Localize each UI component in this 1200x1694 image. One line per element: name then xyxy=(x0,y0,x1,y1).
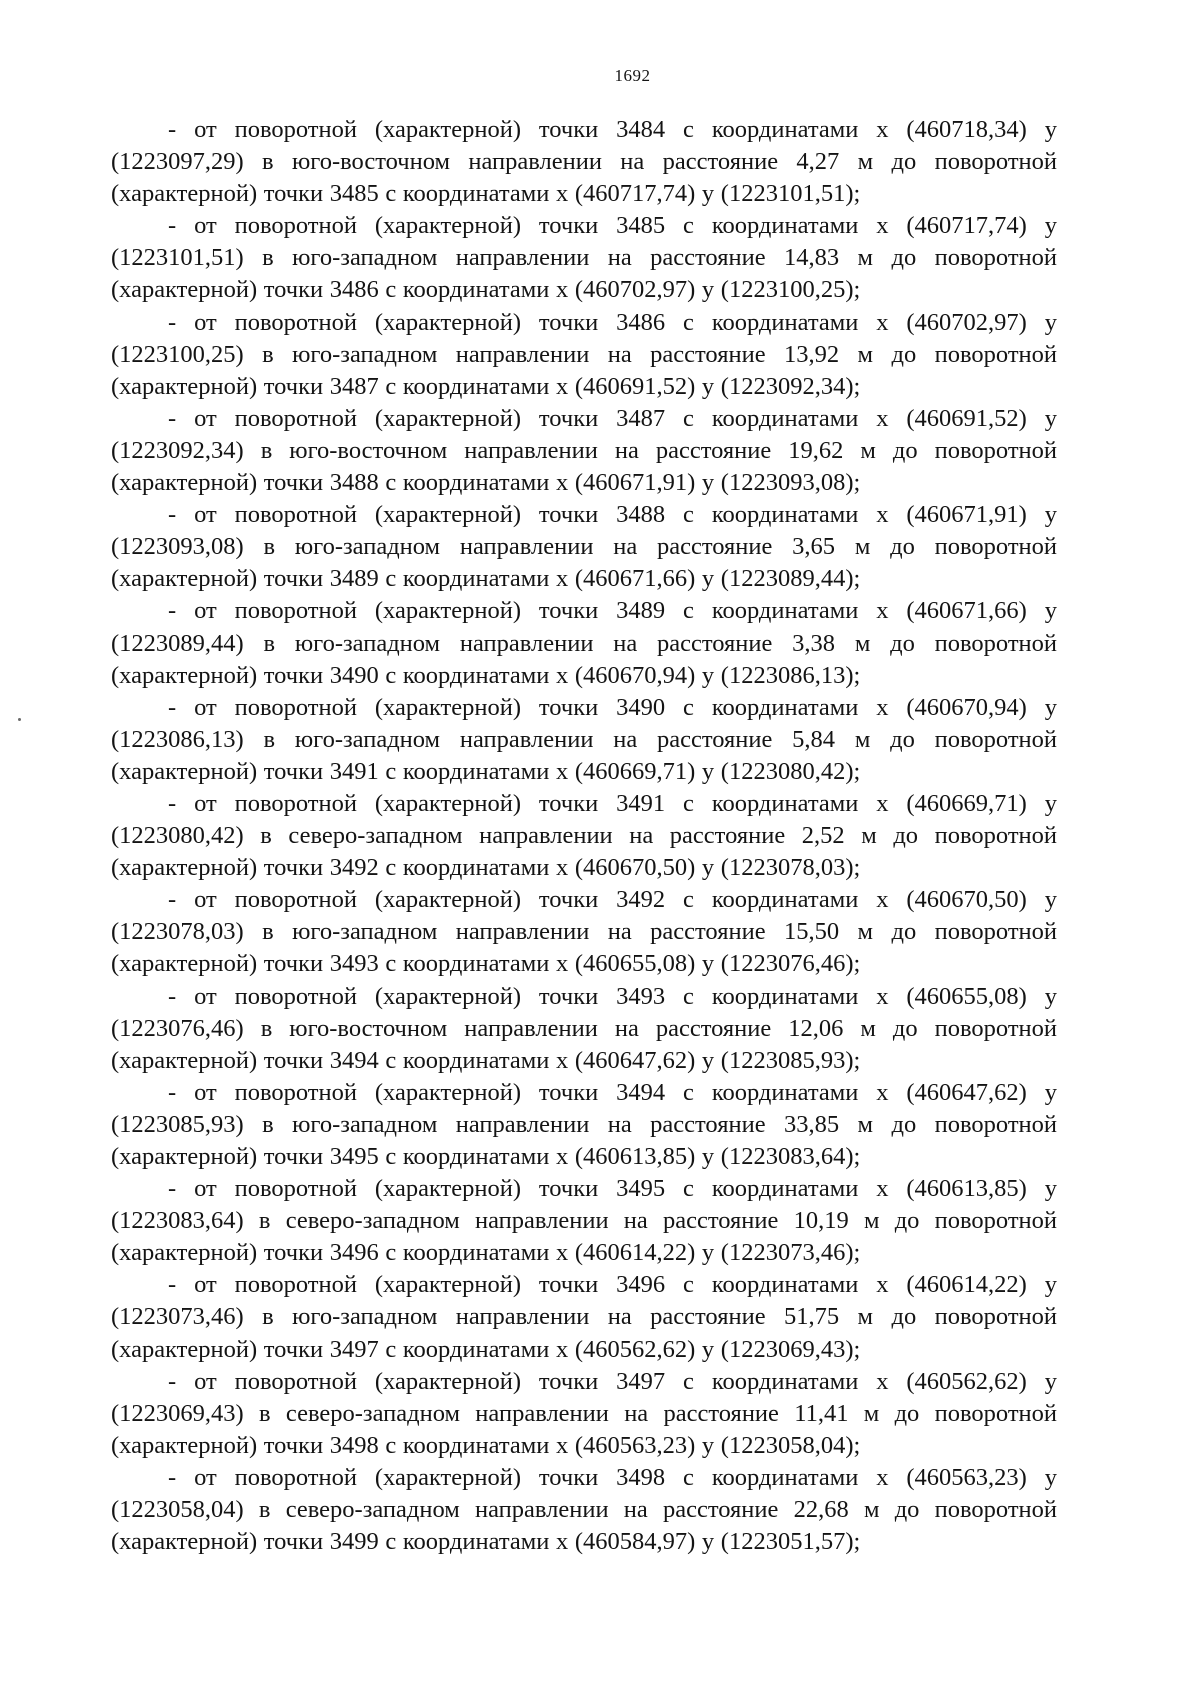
boundary-segment-paragraph: - от поворотной (характерной) точки 3487 с координатами х (460691,52) у (1223092,34) в юго-восточном направлении на расстояние 19,62 м до поворотной (характерной) точки 3488 с координатами х (460671,91) у (1223093,08); xyxy=(111,404,1057,497)
boundary-segment-paragraph: - от поворотной (характерной) точки 3497 с координатами х (460562,62) у (1223069,43) в северо-западном направлении на расстояние 11,41 м до поворотной (характерной) точки 3498 с координатами х (460563,23) у (1223058,04); xyxy=(111,1367,1057,1459)
boundary-segment-paragraph: - от поворотной (характерной) точки 3491 с координатами х (460669,71) у (1223080,42) в северо-западном направлении на расстояние 2,52 м до поворотной (характерной) точки 3492 с координатами х (460670,50) у (1223078,03); xyxy=(111,789,1057,882)
boundary-segment-paragraph: - от поворотной (характерной) точки 3489 с координатами х (460671,66) у (1223089,44) в юго-западном направлении на расстояние 3,38 м до поворотной (характерной) точки 3490 с координатами х (460670,94) у (1223086,13); xyxy=(111,597,1057,689)
page-number: 1692 xyxy=(614,66,651,85)
boundary-segment-paragraph: - от поворотной (характерной) точки 3494 с координатами х (460647,62) у (1223085,93) в юго-западном направлении на расстояние 33,85 м до поворотной (характерной) точки 3495 с координатами х (460613,85) у (1223083,64); xyxy=(111,1078,1057,1170)
boundary-segment-paragraph: - от поворотной (характерной) точки 3490 с координатами х (460670,94) у (1223086,13) в юго-западном направлении на расстояние 5,84 м до поворотной (характерной) точки 3491 с координатами х (460669,71) у (1223080,42); xyxy=(111,693,1057,785)
boundary-segment-paragraph: - от поворотной (характерной) точки 3498 с координатами х (460563,23) у (1223058,04) в северо-западном направлении на расстояние 22,68 м до поворотной (характерной) точки 3499 с координатами х (460584,97) у (1223051,57); xyxy=(111,1463,1057,1556)
boundary-segment-paragraph: - от поворотной (характерной) точки 3485 с координатами х (460717,74) у (1223101,51) в юго-западном направлении на расстояние 14,83 м до поворотной (характерной) точки 3486 с координатами х (460702,97) у (1223100,25); xyxy=(111,212,1057,304)
scan-speck xyxy=(18,718,21,721)
boundary-segment-paragraph: - от поворотной (характерной) точки 3495 с координатами х (460613,85) у (1223083,64) в северо-западном направлении на расстояние 10,19 м до поворотной (характерной) точки 3496 с координатами х (460614,22) у (1223073,46); xyxy=(111,1175,1057,1267)
document-body xyxy=(111,114,1057,1558)
boundary-segment-paragraph: - от поворотной (характерной) точки 3492 с координатами х (460670,50) у (1223078,03) в юго-западном направлении на расстояние 15,50 м до поворотной (характерной) точки 3493 с координатами х (460655,08) у (1223076,46); xyxy=(111,886,1057,978)
boundary-segment-paragraph: - от поворотной (характерной) точки 3496 с координатами х (460614,22) у (1223073,46) в юго-западном направлении на расстояние 51,75 м до поворотной (характерной) точки 3497 с координатами х (460562,62) у (1223069,43); xyxy=(111,1271,1057,1363)
boundary-segment-paragraph: - от поворотной (характерной) точки 3493 с координатами х (460655,08) у (1223076,46) в юго-восточном направлении на расстояние 12,06 м до поворотной (характерной) точки 3494 с координатами х (460647,62) у (1223085,93); xyxy=(111,982,1057,1074)
boundary-segment-paragraph: - от поворотной (характерной) точки 3486 с координатами х (460702,97) у (1223100,25) в юго-западном направлении на расстояние 13,92 м до поворотной (характерной) точки 3487 с координатами х (460691,52) у (1223092,34); xyxy=(111,308,1057,400)
boundary-segment-paragraph: - от поворотной (характерной) точки 3484 с координатами х (460718,34) у (1223097,29) в юго-восточном направлении на расстояние 4,27 м до поворотной (характерной) точки 3485 с координатами х (460717,74) у (1223101,51); xyxy=(111,116,1057,208)
boundary-segment-paragraph: - от поворотной (характерной) точки 3488 с координатами х (460671,91) у (1223093,08) в юго-западном направлении на расстояние 3,65 м до поворотной (характерной) точки 3489 с координатами х (460671,66) у (1223089,44); xyxy=(111,501,1057,593)
